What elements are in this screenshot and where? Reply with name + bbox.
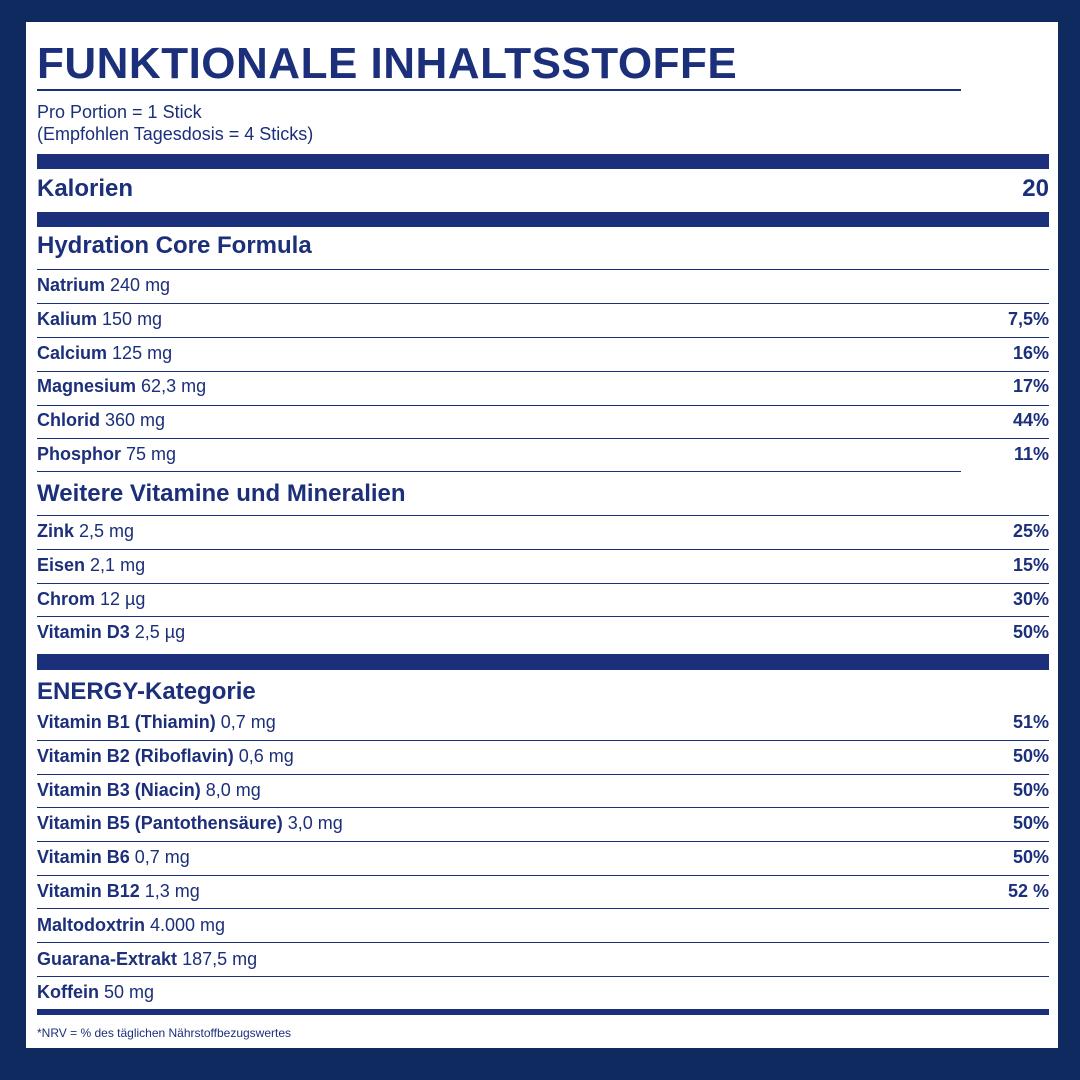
nutrient-name: Chrom bbox=[37, 588, 95, 609]
nutrient-amount: 50 mg bbox=[104, 982, 155, 1003]
table-row bbox=[37, 303, 1049, 336]
nutrient-amount: 150 mg bbox=[102, 308, 163, 329]
nutrient-label bbox=[37, 847, 190, 868]
divider-bar-kalorien bbox=[37, 212, 1049, 227]
nutrient-label bbox=[37, 444, 176, 465]
nrv-value: 11% bbox=[1013, 444, 1049, 464]
nutrient-label bbox=[37, 555, 145, 576]
nutrient-amount: 3,0 mg bbox=[287, 813, 343, 834]
nutrient-amount: 0,7 mg bbox=[134, 847, 190, 868]
nrv-value: 25% bbox=[1012, 521, 1049, 541]
nrv-value: 50% bbox=[1012, 779, 1049, 800]
kalorien-value: 20 bbox=[1022, 175, 1049, 202]
divider-bar-bottom bbox=[37, 1009, 1049, 1015]
nutrient-name: Calcium bbox=[37, 342, 108, 363]
table-row bbox=[37, 269, 1049, 302]
nutrient-label bbox=[37, 309, 162, 330]
table-row bbox=[37, 337, 1049, 370]
table-row bbox=[37, 438, 1049, 471]
nutrient-label bbox=[37, 712, 276, 733]
table-row bbox=[37, 583, 1049, 616]
nutrient-label bbox=[37, 813, 343, 834]
table-row bbox=[37, 404, 1049, 437]
divider-hydration-end bbox=[37, 471, 961, 472]
nutrient-name: Eisen bbox=[37, 554, 86, 575]
nutrient-name: Vitamin D3 bbox=[37, 622, 130, 643]
nutrient-name: Kalium bbox=[37, 308, 98, 329]
nrv-value: 15% bbox=[1012, 554, 1049, 575]
nutrient-amount: 0,7 mg bbox=[220, 712, 276, 732]
nutrient-amount: 2,1 mg bbox=[90, 554, 146, 575]
table-row bbox=[37, 875, 1049, 908]
nutrient-label bbox=[37, 521, 134, 542]
nutrient-amount: 240 mg bbox=[110, 275, 171, 295]
table-row bbox=[37, 549, 1049, 582]
table-row bbox=[37, 807, 1049, 840]
kalorien-row bbox=[37, 172, 1049, 206]
nutrient-label bbox=[37, 410, 165, 431]
table-row bbox=[37, 943, 1049, 976]
section-heading-weitere: Weitere Vitamine und Mineralien bbox=[37, 480, 406, 507]
kalorien-label: Kalorien bbox=[37, 175, 134, 202]
nutrient-name: Maltodoxtrin bbox=[37, 914, 145, 935]
table-row bbox=[37, 706, 1049, 739]
nrv-value: 50% bbox=[1012, 745, 1049, 766]
nutrient-label bbox=[37, 275, 170, 296]
nutrition-panel bbox=[26, 22, 1058, 1048]
nrv-footnote: *NRV = % des täglichen Nährstoffbezugswertes bbox=[37, 1026, 292, 1040]
table-row bbox=[37, 616, 1049, 649]
table-row bbox=[37, 976, 1049, 1009]
table-row bbox=[37, 774, 1049, 807]
nutrient-name: Vitamin B6 bbox=[37, 847, 130, 868]
divider-bar-top bbox=[37, 154, 1049, 169]
nutrient-label bbox=[37, 343, 172, 364]
table-row bbox=[37, 515, 1049, 548]
daily-dose-info: (Empfohlen Tagesdosis = 4 Sticks) bbox=[37, 124, 314, 144]
nutrient-label bbox=[37, 949, 257, 970]
nutrient-label bbox=[37, 589, 145, 610]
nutrient-name: Vitamin B2 (Riboflavin) bbox=[37, 745, 234, 766]
nutrient-name: Chlorid bbox=[37, 410, 100, 431]
nrv-value: 7,5% bbox=[1007, 308, 1049, 329]
nrv-value: 16% bbox=[1012, 342, 1049, 363]
portion-info: Pro Portion = 1 Stick bbox=[37, 102, 202, 122]
divider-bar-energy bbox=[37, 654, 1049, 670]
nutrient-name: Guarana-Extrakt bbox=[37, 948, 178, 969]
table-row bbox=[37, 841, 1049, 874]
section-heading-hydration: Hydration Core Formula bbox=[37, 232, 312, 259]
nutrient-name: Vitamin B12 bbox=[37, 881, 140, 901]
nutrient-amount: 125 mg bbox=[112, 342, 173, 363]
section-heading-energy: ENERGY-Kategorie bbox=[37, 678, 256, 705]
nutrient-name: Natrium bbox=[37, 275, 106, 295]
nutrient-amount: 360 mg bbox=[105, 410, 166, 431]
page-title: FUNKTIONALE INHALTSSTOFFE bbox=[37, 39, 738, 88]
nutrient-name: Vitamin B1 (Thiamin) bbox=[37, 712, 216, 732]
nutrient-name: Vitamin B3 (Niacin) bbox=[37, 779, 201, 800]
title-underline bbox=[37, 89, 961, 91]
nutrient-name: Koffein bbox=[37, 982, 99, 1003]
nrv-value: 50% bbox=[1012, 622, 1049, 643]
nutrient-amount: 0,6 mg bbox=[238, 745, 294, 766]
nutrient-name: Phosphor bbox=[37, 444, 121, 464]
nutrient-label bbox=[37, 376, 206, 397]
nutrient-label bbox=[37, 982, 154, 1003]
table-row bbox=[37, 740, 1049, 773]
nutrient-label bbox=[37, 746, 294, 767]
nutrient-label bbox=[37, 780, 261, 801]
nrv-value: 51% bbox=[1012, 712, 1049, 732]
nrv-value: 50% bbox=[1012, 813, 1049, 834]
nutrient-amount: 75 mg bbox=[126, 444, 177, 464]
nutrient-amount: 2,5 mg bbox=[79, 521, 135, 541]
nrv-value: 50% bbox=[1012, 847, 1049, 868]
nutrient-amount: 12 µg bbox=[100, 588, 146, 609]
nrv-value: 44% bbox=[1012, 410, 1049, 431]
nutrient-amount: 4.000 mg bbox=[150, 914, 226, 935]
nutrient-amount: 8,0 mg bbox=[205, 779, 261, 800]
table-row bbox=[37, 909, 1049, 942]
nutrient-amount: 1,3 mg bbox=[144, 881, 200, 901]
nrv-value: 52 % bbox=[1007, 881, 1049, 901]
nutrient-name: Magnesium bbox=[37, 376, 137, 397]
nutrient-label bbox=[37, 915, 225, 936]
nutrient-label bbox=[37, 622, 185, 643]
nrv-value: 17% bbox=[1012, 376, 1049, 397]
nutrient-amount: 2,5 µg bbox=[134, 622, 186, 643]
nutrient-name: Vitamin B5 (Pantothensäure) bbox=[37, 813, 283, 834]
nutrient-amount: 62,3 mg bbox=[141, 376, 207, 397]
nutrient-label bbox=[37, 881, 200, 902]
nutrient-name: Zink bbox=[37, 521, 75, 541]
table-row bbox=[37, 370, 1049, 403]
nrv-value: 30% bbox=[1012, 588, 1049, 609]
nutrient-amount: 187,5 mg bbox=[182, 948, 258, 969]
